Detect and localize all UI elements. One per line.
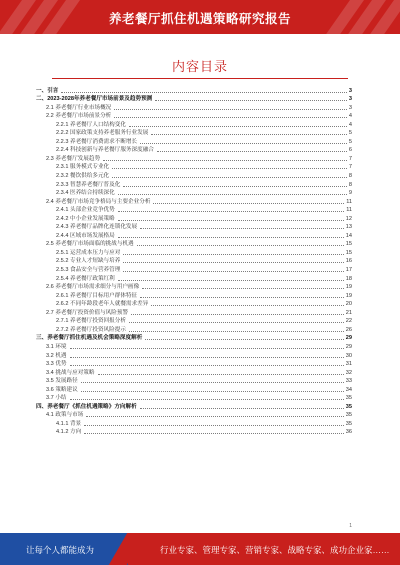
toc-leader-dots (114, 109, 347, 110)
toc-entry[interactable] (36, 428, 352, 437)
toc-entry-page: 33 (345, 378, 352, 385)
toc-entry-page: 21 (345, 309, 352, 316)
toc-entry[interactable] (36, 206, 352, 215)
toc-leader-dots (61, 92, 346, 93)
toc-entry[interactable] (36, 402, 352, 411)
toc-entry[interactable] (36, 163, 352, 172)
toc-entry-page: 14 (345, 232, 352, 239)
toc-entry-page: 30 (345, 352, 352, 359)
toc-entry[interactable] (36, 368, 352, 377)
toc-entry-text: 2.4.2 中小企业发展策略 (56, 215, 115, 222)
toc-leader-dots (129, 331, 344, 332)
toc-entry[interactable] (36, 120, 352, 129)
toc-entry-page: 8 (348, 181, 352, 188)
toc-entry[interactable] (36, 95, 352, 104)
toc-entry-page: 12 (345, 215, 352, 222)
toc-entry-page: 11 (346, 198, 352, 205)
toc-entry-page: 3 (348, 96, 352, 103)
toc-entry-text: 3.4 挑战与应对策略 (46, 369, 95, 376)
toc-entry-page: 8 (348, 173, 352, 180)
toc-leader-dots (86, 416, 343, 417)
toc-entry[interactable] (36, 154, 352, 163)
toc-entry-page: 4 (348, 113, 352, 120)
toc-entry[interactable] (36, 223, 352, 232)
toc-leader-dots (112, 177, 347, 178)
toc-leader-dots (140, 408, 344, 409)
toc-entry-page: 35 (345, 403, 352, 410)
toc-entry-text: 3.3 优势 (46, 361, 67, 368)
toc-entry-text: 2.2.3 养老餐厅消费需求不断增长 (56, 138, 138, 145)
toc-entry-page: 15 (345, 249, 352, 256)
toc-entry[interactable] (36, 103, 352, 112)
toc-leader-dots (118, 194, 347, 195)
toc-leader-dots (140, 143, 347, 144)
toc-leader-dots (70, 348, 344, 349)
toc-leader-dots (70, 365, 344, 366)
toc-entry-page: 35 (345, 395, 352, 402)
toc-entry-page: 5 (348, 130, 352, 137)
toc-entry-text: 2.5.1 运营成本压力与应对 (56, 249, 121, 256)
report-title: 养老餐厅抓住机遇策略研究报告 (108, 12, 291, 26)
toc-leader-dots (129, 126, 347, 127)
toc-leader-dots (81, 382, 344, 383)
report-footer (0, 533, 400, 565)
toc-entry-page: 29 (345, 343, 352, 350)
toc-leader-dots (145, 339, 343, 340)
toc-entry[interactable] (36, 342, 352, 351)
toc-entry-page: 13 (345, 224, 352, 231)
toc-leader-dots (151, 134, 347, 135)
page-number: 1 (349, 523, 352, 529)
toc-entry-page: 19 (345, 284, 352, 291)
toc-entry[interactable] (36, 137, 352, 146)
toc-leader-dots (118, 237, 344, 238)
toc-leader-dots (140, 228, 344, 229)
toc-entry-text: 2.5 养老餐厅市场面临的挑战与机遇 (46, 241, 134, 248)
toc-entry-page: 32 (345, 369, 352, 376)
toc-leader-dots (84, 425, 344, 426)
toc-leader-dots (81, 391, 344, 392)
toc-leader-dots (151, 305, 343, 306)
toc-entry-text: 2.7.1 养老餐厅投资回报分析 (56, 318, 126, 325)
toc-leader-dots (118, 280, 344, 281)
toc-entry-page: 36 (345, 429, 352, 436)
toc-leader-dots (70, 399, 344, 400)
toc-entry[interactable] (36, 317, 352, 326)
toc-entry-text: 四、养老餐厅《抓住机遇策略》方向解析 (36, 403, 137, 410)
toc-entry-text: 2.3.2 餐饮供给多元化 (56, 173, 110, 180)
toc-entry-text: 2.2.1 养老餐厅人口结构变化 (56, 121, 126, 128)
toc-entry[interactable] (36, 419, 352, 428)
toc-leader-dots (70, 357, 344, 358)
toc-leader-dots (84, 433, 344, 434)
toc-entry[interactable] (36, 257, 352, 266)
toc-entry-page: 6 (348, 147, 352, 154)
toc-entry-page: 16 (345, 258, 352, 265)
toc-entry-text: 2.4.3 养老餐厅品牌化连锁化发展 (56, 224, 138, 231)
toc-entry-page: 3 (348, 87, 352, 94)
toc-leader-dots (123, 254, 343, 255)
toc-entry[interactable] (36, 231, 352, 240)
toc-entry-text: 2.6.2 不同年龄段老年人就餐需求差异 (56, 301, 149, 308)
toc-entry-text: 2.5.3 食品安全与营养管理 (56, 267, 121, 274)
toc-entry-page: 18 (345, 275, 352, 282)
toc-entry-page: 26 (345, 326, 352, 333)
toc-heading: 内容目录 (171, 59, 228, 74)
toc-entry[interactable] (36, 411, 352, 420)
toc-leader-dots (129, 322, 344, 323)
toc-entry-text: 2.5.2 专业人才短缺与培养 (56, 258, 121, 265)
toc-divider (52, 78, 348, 79)
toc-entry-text: 2.7 养老餐厅投资价值与风险预警 (46, 309, 129, 316)
toc-leader-dots (112, 168, 347, 169)
toc-entry-text: 2.2.2 国家政策支持养老服务行业发展 (56, 130, 149, 137)
toc-entry[interactable] (36, 300, 352, 309)
toc-entry[interactable] (36, 189, 352, 198)
toc-entry[interactable] (36, 274, 352, 283)
toc-entry-text: 2.4.4 区域市场发展格局 (56, 232, 115, 239)
toc-leader-dots (103, 160, 347, 161)
toc-leader-dots (131, 314, 344, 315)
toc-entry-page: 22 (345, 318, 352, 325)
toc-entry-text: 3.1 环境 (46, 343, 67, 350)
toc-entry-page: 9 (348, 190, 352, 197)
toc-entry-text: 3.2 机遇 (46, 352, 67, 359)
toc-leader-dots (123, 271, 343, 272)
toc-entry[interactable] (36, 248, 352, 257)
toc-leader-dots (123, 186, 347, 187)
toc-entry-text: 2.7.2 养老餐厅投资风险提示 (56, 326, 126, 333)
toc-entry-text: 3.6 策略建议 (46, 386, 78, 393)
toc-entry-page: 7 (348, 164, 352, 171)
toc-leader-dots (118, 220, 344, 221)
footer-slogan: 让每个人都能成为 (26, 545, 95, 555)
toc-entry-text: 2.6 养老餐厅市场需求细分与用户画像 (46, 284, 140, 291)
toc-entry[interactable] (36, 86, 352, 95)
toc-entry-page: 31 (345, 361, 352, 368)
toc-leader-dots (118, 211, 344, 212)
toc-leader-dots (142, 288, 344, 289)
footer-roles: 行业专家、管理专家、营销专家、战略专家、成功企业家…… (160, 545, 390, 555)
toc-entry-page: 35 (345, 412, 352, 419)
toc-leader-dots (153, 203, 344, 204)
toc-leader-dots (137, 245, 344, 246)
toc-entry-text: 4.1.1 背景 (56, 420, 82, 427)
toc-entry[interactable] (36, 351, 352, 360)
toc-entry-page: 11 (346, 207, 352, 214)
toc-entry[interactable] (36, 360, 352, 369)
toc-entry-text: 2.6.1 养老餐厅目标用户群体特征 (56, 292, 138, 299)
toc-entry-page: 3 (348, 104, 352, 111)
toc-entry[interactable] (36, 325, 352, 334)
toc-entry-text: 2.2 养老餐厅市场前景分析 (46, 113, 112, 120)
toc-entry-text: 二、2023-2028年养老餐厅市场前景及趋势预测 (36, 96, 153, 103)
toc-entry-text: 三、养老餐厅抓住机遇及机会策略深度解析 (36, 335, 143, 342)
toc-entry-text: 2.3.3 智慧养老餐厅普及化 (56, 181, 121, 188)
toc-entry-text: 3.5 发展路径 (46, 378, 78, 385)
toc-leader-dots (123, 262, 343, 263)
toc-entry-text: 2.3.1 服务模式专业化 (56, 164, 110, 171)
toc-entry[interactable] (36, 291, 352, 300)
toc-entry[interactable] (36, 180, 352, 189)
toc-entry-page: 19 (345, 292, 352, 299)
toc-entry-text: 4.1.2 方向 (56, 429, 82, 436)
toc-entry-page: 29 (345, 335, 352, 342)
toc-leader-dots (157, 151, 347, 152)
toc-entry-page: 7 (348, 155, 352, 162)
toc-entry-text: 2.3.4 医养结合持续深化 (56, 190, 115, 197)
toc-entry-text: 2.1 养老餐厅行业市场概况 (46, 104, 112, 111)
toc-entry-page: 34 (345, 386, 352, 393)
toc-entry[interactable] (36, 308, 352, 317)
toc-entry[interactable] (36, 129, 352, 138)
toc-entry[interactable] (36, 197, 352, 206)
toc-entry[interactable] (36, 265, 352, 274)
toc-entry-page: 35 (345, 420, 352, 427)
toc-entry-text: 一、引言 (36, 87, 59, 94)
toc-entry-text: 4.1 政策与市场 (46, 412, 84, 419)
toc-entry[interactable] (36, 394, 352, 403)
table-of-contents (36, 86, 352, 436)
toc-entry-text: 2.4.1 头部企业竞争优势 (56, 207, 115, 214)
toc-entry[interactable] (36, 171, 352, 180)
toc-leader-dots (140, 297, 344, 298)
toc-entry[interactable] (36, 146, 352, 155)
toc-entry-text: 3.7 小结 (46, 395, 67, 402)
toc-entry[interactable] (36, 385, 352, 394)
toc-leader-dots (114, 117, 347, 118)
toc-entry-text: 2.3 养老餐厅发展趋势 (46, 155, 101, 162)
toc-entry-page: 15 (345, 241, 352, 248)
toc-leader-dots (155, 100, 347, 101)
toc-entry-page: 4 (348, 121, 352, 128)
toc-entry[interactable] (36, 334, 352, 343)
toc-entry-page: 5 (348, 138, 352, 145)
toc-entry[interactable] (36, 112, 352, 121)
toc-entry[interactable] (36, 377, 352, 386)
toc-entry[interactable] (36, 214, 352, 223)
toc-entry-page: 17 (345, 267, 352, 274)
toc-entry-text: 2.4 养老餐厅市场竞争格局与主要企业分析 (46, 198, 151, 205)
toc-entry-text: 2.5.4 养老餐厅政策红利 (56, 275, 115, 282)
toc-entry-page: 20 (345, 301, 352, 308)
report-header (0, 0, 400, 34)
toc-leader-dots (98, 374, 344, 375)
toc-entry[interactable] (36, 283, 352, 292)
toc-entry-text: 2.2.4 科技创新与养老餐厅服务深度融合 (56, 147, 154, 154)
toc-entry[interactable] (36, 240, 352, 249)
